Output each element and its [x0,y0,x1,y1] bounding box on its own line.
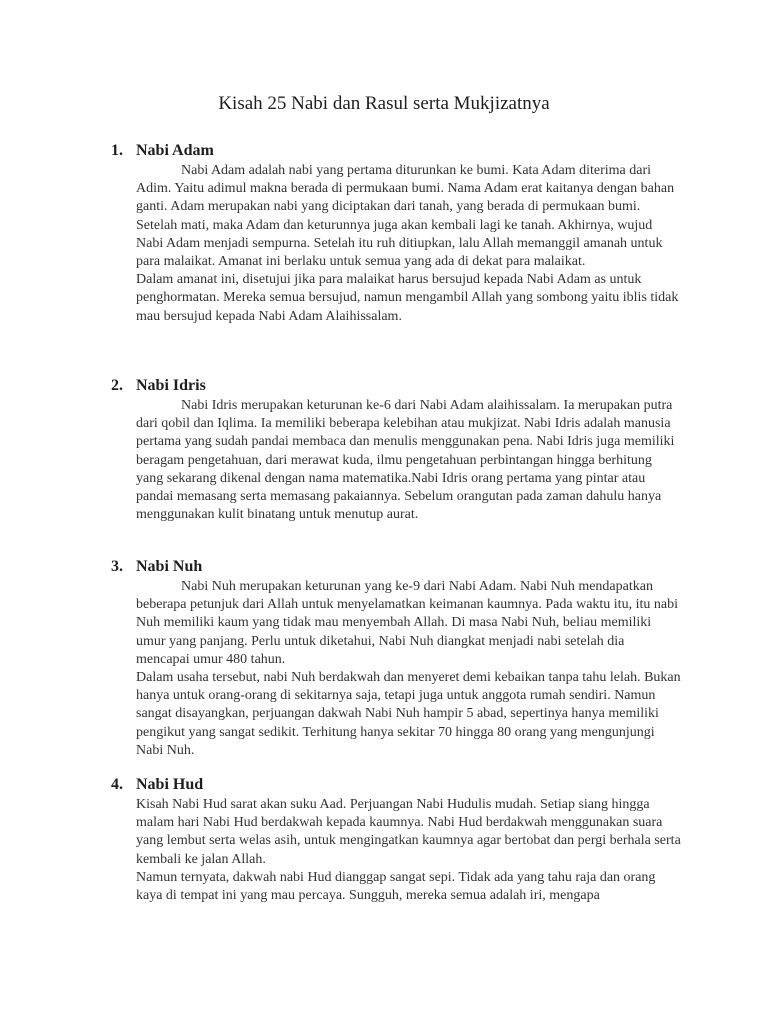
section-nabi-nuh [0,556,768,760]
section-nabi-idris [0,375,768,524]
paragraph: Nabi Nuh merupakan keturunan yang ke-9 dari Nabi Adam. Nabi Nuh mendapatkan beberapa petunjuk dari Allah untuk menyelamatkan keimanan kaumnya. Pada waktu itu, itu nabi Nuh memiliki kaum yang tidak mau menyembah Allah. Di masa Nabi Nuh, beliau memiliki umur yang panjang. Perlu untuk diketahui, Nabi Nuh diangkat menjadi nabi setelah dia mencapai umur 480 tahun. [136,579,678,667]
section-body [136,162,681,326]
section-body [136,578,681,760]
section-number: 2. [111,377,123,394]
paragraph: Setelah mati, maka Adam dan keturunnya juga akan kembali lagi ke tanah. Akhirnya, wujud Nabi Adam menjadi sempurna. Setelah itu ruh ditiupkan, lalu Allah memanggil amanah untuk para malaikat. Amanat ini berlaku untuk semua yang ada di dekat para malaikat. [136,217,663,270]
section-title: Nabi Idris [136,377,206,394]
section-number: 1. [111,142,123,159]
paragraph: Dalam amanat ini, disetujui jika para malaikat harus bersujud kepada Nabi Adam as untuk penghormatan. Mereka semua bersujud, namun mengambil Allah yang sombong yaitu iblis tidak mau bersujud kepada Nabi Adam Alaihissalam. [136,272,679,324]
section-title: Nabi Nuh [136,558,203,575]
paragraph: Dalam usaha tersebut, nabi Nuh berdakwah dan menyeret demi kebaikan tanpa tahu lelah. Bukan hanya untuk orang-orang di sekitarnya saja, tetapi juga untuk anggota rumah sendiri. Namun sangat disayangkan, perjuangan dakwah Nabi Nuh hampir 5 abad, sepertinya hanya memiliki pengikut yang sangat sedikit. Terhitung hanya sekitar 70 hingga 80 orang yang mengunjungi Nabi Nuh. [136,670,681,758]
section-heading [0,774,768,796]
paragraph: Kisah Nabi Hud sarat akan suku Aad. Perjuangan Nabi Hudulis mudah. Setiap siang hingga malam hari Nabi Hud berdakwah kepada kaumnya. Nabi Hud berdakwah menggunakan suara yang lembut serta welas asih, untuk mengingatkan kaumnya agar bertobat dan pergi berhala serta kembali ke jalan Allah. [136,797,681,867]
paragraph: Namun ternyata, dakwah nabi Hud dianggap sangat sepi. Tidak ada yang tahu raja dan orang kaya di tempat ini yang mau percaya. Sungguh, mereka semua adalah iri, mengapa [136,869,656,904]
section-title: Nabi Hud [136,776,204,793]
paragraph: Nabi Adam adalah nabi yang pertama diturunkan ke bumi. Kata Adam diterima dari Adim. Yaitu adimul makna berada di permukaan bumi. Nama Adam erat kaitanya dengan bahan ganti. Adam merupakan nabi yang diciptakan dari tanah, yang berada di permukaan bumi. [136,163,675,215]
section-nabi-adam [0,140,768,326]
section-heading [0,140,768,162]
section-number: 4. [111,776,123,793]
section-body [136,796,681,905]
section-title: Nabi Adam [136,142,214,159]
section-body [136,397,681,524]
section-number: 3. [111,558,123,575]
paragraph: Nabi Idris merupakan keturunan ke-6 dari Nabi Adam alaihissalam. Ia merupakan putra dari qobil dan Iqlima. Ia memiliki beberapa kelebihan atau mukjizat. Nabi Idris adalah manusia pertama yang sudah pandai membaca dan menulis menggunakan pena. Nabi Idris juga memiliki beragam pengetahuan, dari merawat kuda, ilmu pengetahuan perbintangan hingga berhitung yang sekarang dikenal dengan nama matematika.Nabi Idris orang pertama yang pintar atau pandai memasang serta memasang pakaiannya. Sebelum orangutan pada zaman dahulu hanya menggunakan kulit binatang untuk menutup aurat. [136,398,675,523]
section-heading [0,375,768,397]
section-heading [0,556,768,578]
section-nabi-hud [0,774,768,905]
document-title: Kisah 25 Nabi dan Rasul serta Mukjizatnya [218,93,550,114]
